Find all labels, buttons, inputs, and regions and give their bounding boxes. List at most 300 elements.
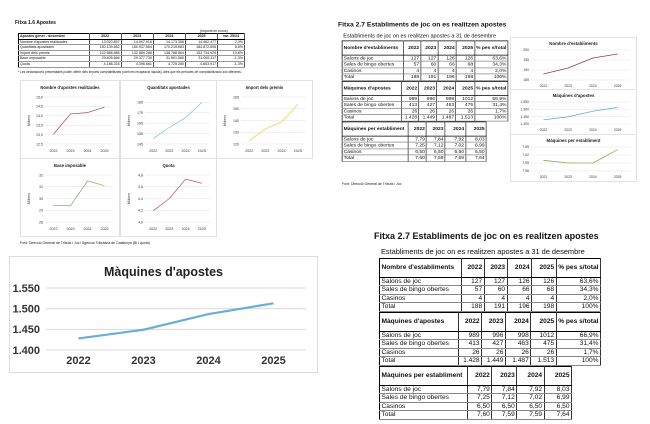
row-label: Casinos: [380, 294, 462, 302]
x-tick-label: 2022: [49, 227, 58, 231]
cell-value: 2024: [438, 41, 456, 55]
row-label: Sales de bingo obertes: [380, 340, 459, 348]
y-tick-label: 200: [523, 48, 529, 53]
cell-value: 463: [437, 102, 456, 108]
cell-value: 60: [484, 286, 507, 294]
cell-value: 100%: [475, 74, 508, 80]
fitxa27-table: [342, 81, 509, 121]
cell-value: 4: [507, 294, 532, 302]
x-tick-label: 2025: [197, 149, 206, 153]
table-row-total: [380, 303, 601, 311]
cell-value: 2,0%: [218, 39, 245, 45]
cell-value: 6,50: [426, 149, 445, 155]
y-tick-label: 4,4: [138, 196, 143, 201]
chart-title: Import dels premis: [245, 85, 284, 90]
cell-value: 57: [404, 61, 421, 67]
cell-value: 126: [532, 278, 557, 286]
x-tick-label: 2024: [589, 128, 597, 132]
cell-value: 196: [438, 74, 456, 80]
cell-value: 4: [421, 68, 438, 74]
y-tick-label: 14,0: [36, 114, 43, 119]
cell-value: 150.139.662: [89, 45, 121, 51]
y-axis-label: Milions: [223, 114, 227, 127]
cell-value: 4: [438, 68, 456, 74]
chart-base-imposable: [20, 158, 120, 237]
y-tick-label: 7,65: [522, 145, 529, 150]
fitxa27-table: [379, 258, 601, 312]
table-header: [380, 367, 572, 386]
y-axis-label: Milions: [27, 114, 31, 127]
x-tick-label: 2024: [196, 355, 221, 367]
row-label: Import dels premis: [19, 50, 90, 56]
cell-value: 2025: [532, 259, 557, 278]
cell-value: 4.663.917: [185, 61, 217, 67]
row-label: Salons de joc: [342, 96, 401, 102]
table-row: [380, 386, 572, 394]
cell-value: 7,59: [492, 411, 517, 419]
y-tick-label: 145: [137, 142, 143, 147]
cell-value: 31.092.117: [185, 56, 217, 62]
cell-value: 100%: [475, 115, 508, 121]
cell-value: 34,3%: [556, 286, 600, 294]
cell-value: 26: [437, 108, 456, 114]
cell-value: 6,99: [544, 394, 571, 402]
row-label: Casinos: [342, 68, 404, 74]
cell-value: 126: [507, 278, 532, 286]
y-tick-label: 7,56: [522, 169, 529, 174]
cell-value: 989: [458, 332, 481, 340]
row-label: Màquines d'apostes: [380, 313, 459, 332]
y-tick-label: 1.450: [12, 324, 40, 337]
row-label: Sales de bingo obertes: [380, 394, 468, 402]
cell-value: 7,92: [445, 136, 466, 142]
cell-value: 191: [421, 74, 438, 80]
x-tick-label: 2022: [539, 84, 548, 88]
chart-title: Base imposable: [54, 163, 86, 168]
cell-value: 34,3%: [475, 61, 508, 67]
row-label: Salons de joc: [380, 278, 462, 286]
cell-value: 31,4%: [475, 102, 508, 108]
cell-value: 100%: [556, 303, 600, 311]
y-tick-label: 165: [137, 121, 143, 126]
cell-value: 1.513: [456, 115, 475, 121]
cell-value: 26: [401, 108, 419, 114]
cell-value: 188: [404, 74, 421, 80]
cell-value: 6,50: [445, 149, 466, 155]
fitxa27-table: [379, 312, 601, 366]
y-tick-label: 32: [39, 173, 43, 178]
y-tick-label: 140: [233, 118, 239, 123]
row-label: Casinos: [380, 402, 468, 410]
x-tick-label: 2023: [261, 149, 270, 153]
row-label: Base imposable: [19, 56, 90, 62]
row-label: Nombre d'establiments: [380, 259, 462, 278]
y-tick-label: 185: [523, 78, 529, 83]
table-row-total: [380, 411, 572, 419]
cell-value: 26: [505, 348, 530, 356]
cell-value: 126: [456, 55, 474, 61]
cell-value: 122.688.886: [89, 50, 121, 56]
cell-value: 2022: [404, 41, 421, 55]
cell-value: 198: [532, 303, 557, 311]
y-tick-label: 28: [39, 220, 43, 225]
cell-value: 26: [531, 348, 556, 356]
cell-value: 1.449: [482, 357, 506, 365]
y-tick-label: 12,5: [36, 142, 43, 147]
y-tick-label: 13,0: [36, 132, 43, 137]
cell-value: 170.215.683: [153, 45, 185, 51]
cell-value: 184.872.606: [185, 45, 217, 51]
chart-title: Nombre d'apostes realitzades: [40, 85, 100, 90]
x-tick-label: 2022: [539, 175, 548, 179]
y-tick-label: 29: [39, 208, 43, 213]
fitxa27-title: Fitxa 2.7 Establiments de joc on es realitzen apostes: [338, 20, 507, 28]
cell-value: % pes s/total: [556, 313, 600, 332]
fitxa27-table: [342, 41, 509, 81]
y-tick-label: 4,0: [138, 220, 143, 225]
table-row: [380, 278, 601, 286]
y-axis-label: Milions: [27, 192, 31, 205]
cell-value: 7,59: [426, 155, 445, 161]
row-label: Sales de bingo obertes: [380, 286, 462, 294]
cell-value: 2022: [458, 313, 481, 332]
table-row-total: [342, 155, 486, 161]
cell-value: 7,84: [492, 386, 517, 394]
x-tick-label: 2022: [66, 355, 91, 367]
fitxa27-table: [379, 366, 572, 420]
row-label: Total: [342, 74, 404, 80]
cell-value: 138.788.864: [153, 50, 185, 56]
table-header: [380, 259, 601, 278]
fitxa27-table: [342, 122, 487, 162]
data-line: [153, 179, 202, 211]
x-tick-label: 2024: [83, 149, 92, 153]
table-row: [380, 332, 601, 340]
cell-value: 2025: [531, 313, 556, 332]
row-label: Màquines d'apostes: [342, 81, 401, 95]
cell-value: 26: [456, 108, 475, 114]
cell-value: 7,59: [517, 411, 544, 419]
data-line: [543, 54, 617, 74]
y-tick-label: 7,62: [522, 153, 529, 158]
cell-value: 2024: [505, 313, 530, 332]
y-tick-label: 1.450: [520, 114, 529, 119]
chart-title: Màquines per establiment: [546, 138, 601, 143]
x-tick-label: 2023: [131, 355, 156, 367]
chart-title: Quantitats apostades: [147, 85, 190, 90]
row-label: Sales de bingo obertes: [342, 61, 404, 67]
doc2-source: Font: Direcció General de Tributs i Joc: [342, 182, 402, 186]
cell-value: 8,6%: [218, 45, 245, 51]
cell-value: 10,8%: [218, 50, 245, 56]
row-label: Total: [380, 357, 459, 365]
row-label: Quota: [19, 61, 90, 67]
cell-value: 1,7%: [556, 348, 600, 356]
chart-quota: [120, 158, 217, 237]
data-line: [543, 150, 617, 163]
cell-value: 989: [401, 96, 419, 102]
table-row: [380, 340, 601, 348]
cell-value: 7,64: [466, 155, 487, 161]
cell-value: 413: [401, 102, 419, 108]
table-row-total: [342, 115, 508, 121]
x-tick-label: 2024: [83, 227, 92, 231]
table-row: [380, 294, 601, 302]
cell-value: 2023: [419, 81, 437, 95]
x-tick-label: 2024: [277, 149, 286, 153]
table-row-total: [342, 74, 508, 80]
y-tick-label: 160: [233, 95, 239, 100]
cell-value: 1.487: [437, 115, 456, 121]
cell-value: 29.377.730: [121, 56, 153, 62]
y-tick-label: 1.400: [520, 122, 529, 127]
fitxa27-subtitle: Establiments de joc on es realitzen apostes a 31 de desembre: [343, 32, 497, 39]
chart-title: Nombre d'establiments: [549, 41, 598, 46]
cell-value: 31,4%: [556, 340, 600, 348]
row-label: Casinos: [342, 149, 408, 155]
x-tick-label: 2023: [564, 84, 572, 88]
x-tick-label: 2025: [100, 227, 109, 231]
x-tick-label: 2022: [49, 149, 58, 153]
cell-value: 2,0%: [475, 68, 508, 74]
cell-value: 191: [484, 303, 507, 311]
cell-value: 2023: [426, 122, 445, 136]
y-tick-label: 31: [39, 185, 43, 190]
cell-value: 26: [482, 348, 506, 356]
cell-value: 7,25: [468, 394, 492, 402]
x-tick-label: 2022: [149, 149, 158, 153]
data-line: [249, 104, 298, 140]
cell-value: 126: [438, 55, 456, 61]
cell-value: 63,6%: [475, 55, 508, 61]
row-label: Màquines per establiment: [342, 122, 408, 136]
x-tick-label: 2025: [613, 84, 622, 88]
cell-value: 475: [531, 340, 556, 348]
cell-value: 66: [507, 286, 532, 294]
cell-value: 153.734.929: [185, 50, 217, 56]
x-tick-label: 2025: [613, 175, 622, 179]
y-tick-label: 1.550: [520, 100, 529, 105]
y-tick-label: 130: [233, 130, 239, 135]
y-tick-label: 150: [233, 107, 239, 112]
cell-value: 7,60: [468, 411, 492, 419]
cell-value: 7,79: [468, 386, 492, 394]
row-label: Màquines per establiment: [380, 367, 468, 386]
data-line: [54, 107, 105, 134]
cell-value: 7,59: [445, 155, 466, 161]
cell-value: 31.501.560: [153, 56, 185, 62]
y-tick-label: 13,5: [36, 123, 43, 128]
row-label: Total: [342, 115, 401, 121]
chart-title: Màquines d'apostes: [104, 265, 223, 279]
cell-value: 4.396.661: [121, 61, 153, 67]
cell-value: 1012: [531, 332, 556, 340]
y-axis-label: Milions: [127, 192, 131, 205]
row-label: Quantitats apostades: [19, 45, 90, 51]
table-row-total: [380, 357, 601, 365]
cell-value: 427: [482, 340, 506, 348]
cell-value: 2024: [445, 122, 466, 136]
x-tick-label: 2023: [564, 128, 572, 132]
x-tick-label: 2025: [293, 149, 302, 153]
x-tick-label: 2024: [589, 175, 597, 179]
chart-title: Quota: [162, 163, 175, 168]
chart-quantitats-apostades: [120, 80, 217, 159]
cell-value: 60: [421, 61, 438, 67]
cell-value: 4: [456, 68, 474, 74]
cell-value: 7,12: [492, 394, 517, 402]
cell-value: 1.428: [401, 115, 419, 121]
cell-value: -1,3%: [218, 56, 245, 62]
cell-value: 196: [507, 303, 532, 311]
cell-value: 66: [438, 61, 456, 67]
x-tick-label: 2022: [245, 149, 254, 153]
cell-value: 998: [437, 96, 456, 102]
y-tick-label: 1.500: [12, 303, 40, 316]
cell-value: 1.513: [531, 357, 556, 365]
cell-value: % pes s/total: [556, 259, 600, 278]
cell-value: 127: [404, 55, 421, 61]
y-axis-label: Milions: [127, 114, 131, 127]
table-header: [342, 41, 508, 55]
x-tick-label: 2023: [66, 227, 75, 231]
cell-value: 66,9%: [475, 96, 508, 102]
row-label: Sales de bingo obertes: [342, 102, 401, 108]
x-tick-label: 2024: [181, 149, 190, 153]
row-label: Casinos: [380, 348, 459, 356]
cell-value: 1012: [456, 96, 475, 102]
cell-value: 1.449: [419, 115, 437, 121]
x-tick-label: 2025: [197, 227, 206, 231]
y-tick-label: 120: [233, 142, 239, 147]
cell-value: 4: [532, 294, 557, 302]
cell-value: 4: [484, 294, 507, 302]
y-tick-label: 195: [523, 58, 529, 63]
cell-value: 4.725.280: [153, 61, 185, 67]
cell-value: 2025: [185, 34, 217, 40]
cell-value: -1,3%: [218, 61, 245, 67]
cell-value: 2022: [408, 122, 426, 136]
row-label: Salons de joc: [342, 55, 404, 61]
y-tick-label: 14,5: [36, 104, 43, 109]
row-label: Salons de joc: [342, 136, 408, 142]
cell-value: 2025: [456, 41, 474, 55]
cell-value: 2023: [121, 34, 153, 40]
x-tick-label: 2023: [165, 149, 174, 153]
table-row: [380, 286, 601, 294]
cell-value: 100%: [556, 357, 600, 365]
row-label: Nombre d'apostes realitzades: [19, 39, 90, 45]
cell-value: 6,50: [466, 149, 487, 155]
cell-value: 2023: [421, 41, 438, 55]
cell-value: 7,25: [408, 142, 426, 148]
cell-value: 7,60: [408, 155, 426, 161]
cell-value: 996: [482, 332, 506, 340]
cell-value: 127: [421, 55, 438, 61]
cell-value: 14.097.016: [121, 39, 153, 45]
cell-value: 996: [419, 96, 437, 102]
table-row-quota: [19, 61, 245, 67]
cell-value: 427: [419, 102, 437, 108]
cell-value: 6,99: [466, 142, 487, 148]
cell-value: 14.462.477: [185, 39, 217, 45]
row-label: Total: [380, 411, 468, 419]
x-tick-label: 2022: [149, 227, 158, 231]
cell-value: 2025: [544, 367, 571, 386]
y-tick-label: 190: [523, 68, 529, 73]
cell-value: 7,64: [544, 411, 571, 419]
x-tick-label: 2025: [100, 149, 109, 153]
cell-value: 998: [505, 332, 530, 340]
cell-value: 8,03: [544, 386, 571, 394]
x-tick-label: 2025: [261, 355, 286, 367]
cell-value: 2023: [484, 259, 507, 278]
row-label: Apostes gener - desembre: [19, 34, 90, 40]
row-label: Nombre d'establiments: [342, 41, 404, 55]
fitxa27-subtitle: Establiments de joc on es realitzen apostes a 31 de desembre: [381, 247, 585, 256]
table-header: [380, 313, 601, 332]
cell-value: 7,84: [426, 136, 445, 142]
fitxa27-zoomed: [370, 228, 650, 418]
cell-value: 160.937.564: [121, 45, 153, 51]
cell-value: 127: [462, 278, 485, 286]
y-tick-label: 1.550: [12, 282, 40, 295]
cell-value: 2,0%: [556, 294, 600, 302]
cell-value: 8,03: [466, 136, 487, 142]
row-label: Salons de joc: [380, 386, 468, 394]
y-tick-label: 30: [39, 196, 43, 201]
big-chart-maquines-apostes: [9, 256, 318, 373]
cell-value: 1,7%: [475, 108, 508, 114]
footnote: * Les declaracions presentades poden diferir dels imports comptabilitzats (conform recaptació líquida), atès que els períodes de comptabilització són diferents.: [18, 70, 242, 74]
cell-value: % pes s/total: [475, 41, 508, 55]
row-label: Sales de bingo obertes: [342, 142, 408, 148]
cell-value: 68: [532, 286, 557, 294]
cell-value: % pes s/total: [475, 81, 508, 95]
cell-value: 6,50: [517, 402, 544, 410]
cell-value: 26: [458, 348, 481, 356]
cell-value: 463: [505, 340, 530, 348]
cell-value: 4.188.316: [89, 61, 121, 67]
cell-value: 7,79: [408, 136, 426, 142]
data-line: [153, 102, 202, 138]
cell-value: 4: [462, 294, 485, 302]
cell-value: 57: [462, 286, 485, 294]
x-tick-label: 2023: [165, 227, 174, 231]
cell-value: 2022: [462, 259, 485, 278]
table-header: [342, 122, 486, 136]
cell-value: 6,50: [544, 402, 571, 410]
cell-value: 4: [404, 68, 421, 74]
y-tick-label: 1.500: [520, 107, 529, 112]
x-tick-label: 2022: [539, 128, 548, 132]
chart-import-premis: [216, 80, 313, 159]
cell-value: 14.173.356: [153, 39, 185, 45]
row-label: Total: [380, 303, 462, 311]
cell-value: 2022: [89, 34, 121, 40]
x-tick-label: 2023: [564, 175, 572, 179]
fitxa27-title: Fitxa 2.7 Establiments de joc on es realitzen apostes: [374, 231, 599, 241]
table-row: [380, 394, 572, 402]
cell-value: 2022: [401, 81, 419, 95]
table-row: [19, 45, 245, 51]
cell-value: 2022: [468, 367, 492, 386]
table-header: [342, 81, 508, 95]
cell-value: 29.405.666: [89, 56, 121, 62]
cell-value: 2023: [482, 313, 506, 332]
units-note: (Imports en euros): [200, 29, 228, 33]
cell-value: 475: [456, 102, 475, 108]
